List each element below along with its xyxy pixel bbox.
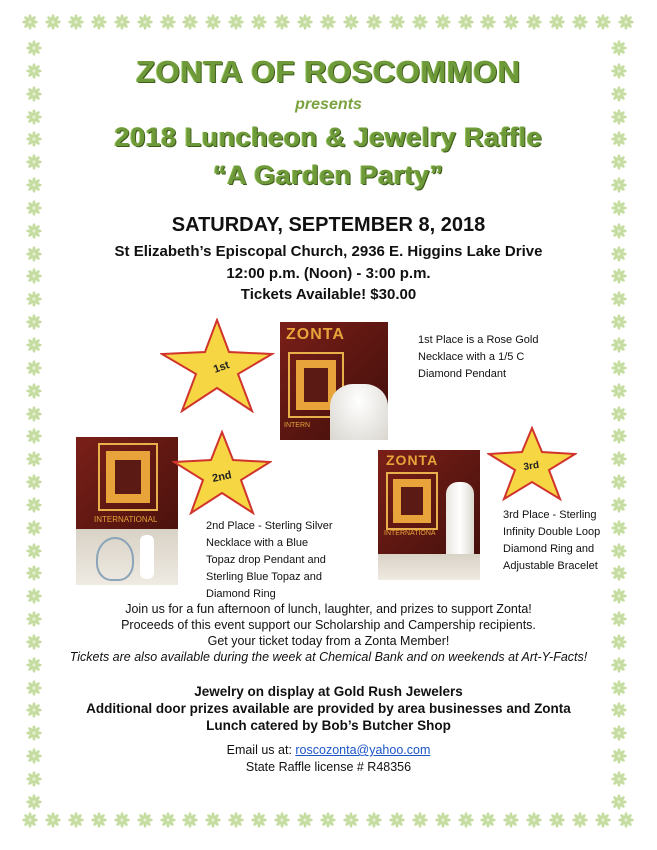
email-label: Email us at: [226,743,296,757]
second-star-label: 2nd [211,469,233,485]
third-photo-sub-text: INTERNATIONA [384,530,436,537]
sponsor-line-2: Additional door prizes available are provided by area businesses and Zonta [86,701,571,716]
flower-icon [274,14,290,30]
flower-icon [458,812,474,828]
flower-icon [412,812,428,828]
flower-icon [26,497,42,513]
flower-icon [68,14,84,30]
flower-icon [389,14,405,30]
second-prize-photo [76,437,178,585]
ticket-price: Tickets Available! $30.00 [240,286,417,303]
flower-icon [26,565,42,581]
second-prize-caption [206,518,333,603]
second-photo-sub-text: INTERNATIONAL [94,515,158,524]
presents-text: presents [295,96,362,113]
sponsor-line-3: Lunch catered by Bob’s Butcher Shop [206,718,451,733]
first-prize-caption [418,332,538,383]
caption-line: Infinity Double Loop [503,526,601,538]
flower-icon [182,812,198,828]
caption-line: Necklace with a Blue [206,537,309,549]
caption-line: 2nd Place - Sterling Silver [206,520,333,532]
flower-icon [205,14,221,30]
second-place-star-icon [172,430,272,515]
flower-icon [611,497,627,513]
top-flower-border [22,14,634,34]
flower-icon [366,14,382,30]
info-line-3: Get your ticket today from a Zonta Member! [207,634,450,648]
caption-line: Necklace with a 1/5 C [418,351,525,363]
flower-icon [526,14,542,30]
flower-icon [68,812,84,828]
flower-icon [549,14,565,30]
flower-icon [595,14,611,30]
flower-icon [526,812,542,828]
flower-icon [611,543,627,559]
flower-icon [611,383,627,399]
third-photo-logo-text: ZONTA [386,452,439,468]
flower-icon [611,406,627,422]
flower-icon [91,14,107,30]
flower-icon [611,474,627,490]
flower-icon [251,14,267,30]
event-date: SATURDAY, SEPTEMBER 8, 2018 [171,214,486,236]
first-photo-logo-text: ZONTA [286,326,345,343]
flower-icon [343,812,359,828]
caption-line: 1st Place is a Rose Gold [418,334,539,346]
info-line-1: Join us for a fun afternoon of lunch, laughter, and prizes to support Zonta! [125,602,532,616]
caption-line: Diamond Ring and [503,543,595,555]
caption-line: 3rd Place - Sterling [503,509,597,521]
flower-icon [182,14,198,30]
flower-icon [22,14,38,30]
flower-icon [114,14,130,30]
flower-icon [549,812,565,828]
flower-icon [26,314,42,330]
caption-line: Diamond Ring [206,588,276,600]
flower-icon [26,406,42,422]
flower-icon [274,812,290,828]
event-subtitle: “A Garden Party” [213,160,444,190]
event-title: 2018 Luncheon & Jewelry Raffle [114,122,543,152]
flower-icon [26,428,42,444]
sponsor-line-1: Jewelry on display at Gold Rush Jewelers [194,684,463,699]
flower-icon [26,360,42,376]
flower-icon [480,14,496,30]
flower-icon [480,812,496,828]
flower-icon [26,794,42,810]
bottom-flower-border [22,812,634,832]
flower-icon [251,812,267,828]
third-prize-caption [503,507,600,575]
info-line-2: Proceeds of this event support our Scholarship and Campership recipients. [121,618,536,632]
necklace-display [330,384,388,440]
flower-icon [572,812,588,828]
org-title: ZONTA OF ROSCOMMON [136,54,521,89]
flower-icon [228,812,244,828]
flower-icon [389,812,405,828]
info-line-4: Tickets are also available during the week at Chemical Bank and on weekends at Art-Y-Facts! [69,650,588,664]
flower-icon [26,474,42,490]
flower-icon [320,812,336,828]
flower-icon [611,428,627,444]
flower-icon [114,812,130,828]
flower-icon [26,383,42,399]
flower-icon [26,520,42,536]
flower-icon [160,14,176,30]
flower-icon [611,520,627,536]
caption-line: Adjustable Bracelet [503,560,598,572]
flower-icon [435,812,451,828]
flower-icon [160,812,176,828]
flower-icon [26,543,42,559]
flower-icon [297,812,313,828]
flower-icon [45,812,61,828]
flower-icon [611,314,627,330]
raffle-license: State Raffle license # R48356 [245,760,412,774]
flower-icon [572,14,588,30]
third-star-label: 3rd [522,459,540,473]
event-location: St Elizabeth’s Episcopal Church, 2936 E. Higgins Lake Drive [114,243,543,260]
flower-icon [611,794,627,810]
first-place-star-icon [160,318,275,413]
flower-icon [611,360,627,376]
event-time: 12:00 p.m. (Noon) - 3:00 p.m. [226,265,431,282]
flower-icon [412,14,428,30]
zonta-logo-icon [386,472,438,530]
flower-icon [366,812,382,828]
flower-icon [343,14,359,30]
flower-icon [26,337,42,353]
flower-icon [205,812,221,828]
zonta-logo-icon [98,443,158,511]
flower-icon [618,14,634,30]
third-prize-photo [378,450,480,580]
first-star-label: 1st [211,359,231,376]
flower-icon [458,14,474,30]
flower-icon [297,14,313,30]
flower-icon [26,451,42,467]
caption-line: Sterling Blue Topaz and [206,571,322,583]
flower-icon [611,451,627,467]
flower-icon [611,337,627,353]
flower-icon [595,812,611,828]
flower-icon [618,812,634,828]
flower-icon [137,14,153,30]
flower-icon [320,14,336,30]
flower-icon [91,812,107,828]
flower-icon [45,14,61,30]
third-place-star-icon [487,426,577,501]
flower-icon [137,812,153,828]
first-prize-photo [280,322,388,440]
flower-icon [228,14,244,30]
flower-icon [611,565,627,581]
flower-icon [22,812,38,828]
first-photo-sub-text: INTERN [284,422,311,429]
flower-icon [503,14,519,30]
flower-icon [503,812,519,828]
contact-line [0,742,657,758]
caption-line: Diamond Pendant [418,368,507,380]
flower-icon [435,14,451,30]
email-link[interactable]: roscozonta@yahoo.com [295,743,431,757]
caption-line: Topaz drop Pendant and [206,554,326,566]
